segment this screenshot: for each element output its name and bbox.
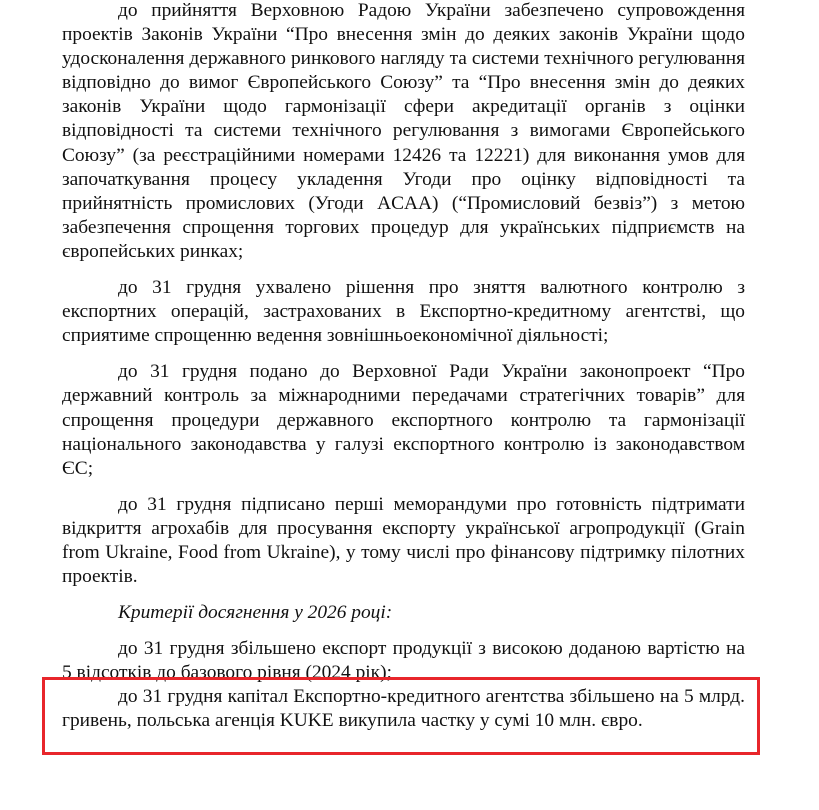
highlight-box	[42, 677, 760, 755]
paragraph-eca-capital: до 31 грудня капітал Експортно-кредитного агентства збільшено на 5 млрд. гривень, польська агенція KUKE викупила частку у сумі 10 млн. євро.	[62, 686, 745, 732]
paragraph-agrohubs-memoranda: до 31 грудня підписано перші меморандуми про готовність підтримати відкриття агрохабів для просування експорту української агропродукції (Grain from Ukraine, Food from Ukraine), у тому числі про фінансову підтримку пілотних проектів.	[62, 493, 745, 588]
paragraph-export-growth: до 31 грудня збільшено експорт продукції з високою доданою вартістю на 5 відсотків до базового рівня (2024 рік);	[62, 638, 745, 684]
paragraph-aca-agreement: до прийняття Верховною Радою України забезпечено супровождення проектів Законів України “Про внесення змін до деяких законів України щодо удосконалення державного ринкового нагляду та системи технічного регулювання відповідно до вимог Європейського Союзу” та “Про внесення змін до деяких законів України щодо гармонізації сфери акредитації органів з оцінки відповідності та системи технічного регулювання з вимогами Європейського Союзу” (за реєстраційними номерами 12426 та 12221) для виконання умов для започаткування процесу укладення Угоди про оцінку відповідності та прийнятність промислових (Угоди ACAA) (“Промисловий безвіз”) з метою забезпечення спрощення торгових процедур для українських підприємств на європейських ринках;	[62, 0, 745, 262]
document-body	[62, 0, 745, 685]
paragraph-currency-control: до 31 грудня ухвалено рішення про зняття валютного контролю з експортних операцій, застрахованих в Експортно-кредитному агентстві, що сприятиме спрощенню ведення зовнішньоекономічної діяльності;	[62, 277, 745, 347]
paragraph-strategic-goods-law: до 31 грудня подано до Верховної Ради України законопроект “Про державний контроль за міжнародними передачами стратегічних товарів” для спрощення процедури державного експортного контролю та гармонізації національного законодавства у галузі експортного контролю із законодавством ЄС;	[62, 361, 745, 479]
criteria-heading: Критерії досягнення у 2026 році:	[118, 602, 393, 624]
